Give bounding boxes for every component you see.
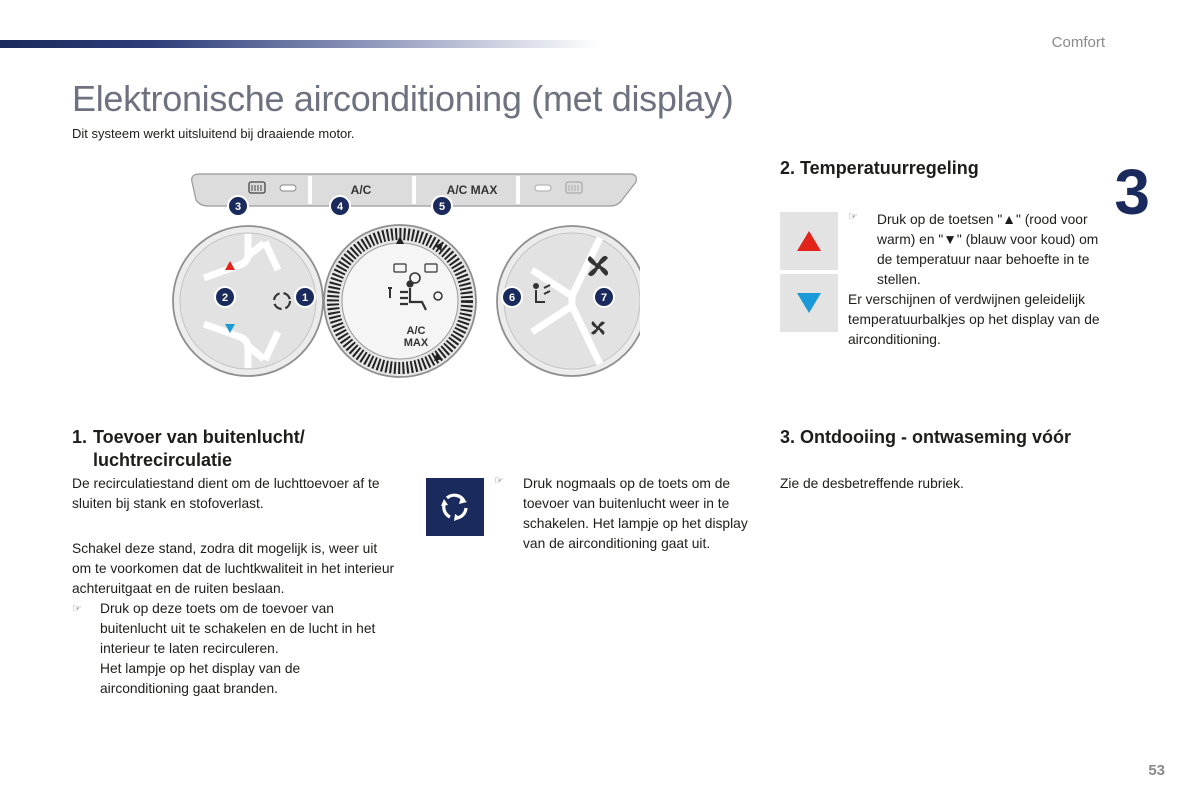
section1-number: 1. (72, 427, 88, 447)
svg-text:1: 1 (301, 292, 309, 304)
section1-second-bullet (494, 474, 756, 554)
chapter-number: 3 (1114, 156, 1150, 228)
svg-text:7: 7 (600, 292, 608, 304)
list-item (72, 599, 392, 699)
temp-up-button-icon (780, 212, 838, 270)
section3-heading: 3. Ontdooiing - ontwaseming vóór (780, 427, 1071, 447)
pointing-hand-icon: ☞ (848, 211, 858, 223)
triangle-up-icon (795, 229, 823, 253)
section1-bullet-list (72, 599, 392, 699)
ac-button-label: A/C (350, 183, 372, 197)
section1-paragraph-1: De recirculatiestand dient om de luchttoevoer af te sluiten bij stank en stofoverlast. (72, 476, 380, 511)
callout-3 (228, 196, 248, 216)
svg-text:5: 5 (438, 201, 446, 213)
callout-2 (215, 287, 235, 307)
header-gradient-bar (0, 40, 600, 48)
section2-heading: 2. Temperatuurregeling (780, 158, 979, 178)
section1-second-bullet-text: Druk nogmaals op de toets om de toevoer van buitenlucht weer in te schakelen. Het lampje op het display van de airconditioning gaat uit. (523, 476, 748, 551)
svg-text:4: 4 (336, 201, 344, 213)
section1-bullet-text: Druk op deze toets om de toevoer van buitenlucht uit te schakelen en de lucht in het interieur te laten recirculeren. (100, 601, 376, 656)
page-title: Elektronische airconditioning (met display) (72, 78, 734, 119)
section-name: Comfort (1051, 34, 1105, 51)
ac-max-button-label: A/C MAX (446, 183, 498, 197)
display-ac-label: A/C (406, 325, 426, 337)
pointing-hand-icon: ☞ (494, 475, 504, 487)
section1-paragraph-2: Schakel deze stand, zodra dit mogelijk is, weer uit om te voorkomen dat de luchtkwaliteit in het interieur achteruitgaat en de ruiten beslaan. (72, 541, 395, 596)
temp-down-button-icon (780, 274, 838, 332)
pointing-hand-icon: ☞ (72, 603, 82, 615)
section2-bullet-text: Druk op de toetsen "▲" (rood voor warm) en "▼" (blauw voor koud) om de temperatuur naar behoefte in te stellen. (877, 212, 1099, 287)
svg-text:3: 3 (234, 201, 242, 213)
indicator-light (280, 185, 296, 191)
svg-text:6: 6 (508, 292, 516, 304)
section1-title-line2: luchtrecirculatie (93, 449, 233, 470)
intro-text: Dit systeem werkt uitsluitend bij draaiende motor. (72, 126, 355, 141)
recirculation-button-icon (426, 478, 484, 536)
callout-7 (594, 287, 614, 307)
page-number: 53 (1148, 762, 1165, 779)
section1-heading (72, 426, 392, 471)
callout-6 (502, 287, 522, 307)
section1-after-bullet-text: Het lampje op het display van de airconditioning gaat branden. (100, 661, 301, 696)
svg-text:2: 2 (221, 292, 229, 304)
climate-control-panel-diagram (160, 168, 640, 383)
callout-1 (295, 287, 315, 307)
callout-5 (432, 196, 452, 216)
indicator-light (535, 185, 551, 191)
center-display-dial (324, 225, 476, 377)
triangle-down-icon (795, 291, 823, 315)
section2-bullet (848, 210, 1110, 290)
section3-text: Zie de desbetreffende rubriek. (780, 476, 964, 491)
section2-after-text: Er verschijnen of verdwijnen geleidelijk temperatuurbalkjes op het display van de airconditioning. (848, 292, 1100, 347)
display-max-label: MAX (403, 337, 429, 349)
recirculation-icon (437, 489, 473, 525)
callout-4 (330, 196, 350, 216)
section1-title-line1: Toevoer van buitenlucht/ (93, 427, 305, 447)
